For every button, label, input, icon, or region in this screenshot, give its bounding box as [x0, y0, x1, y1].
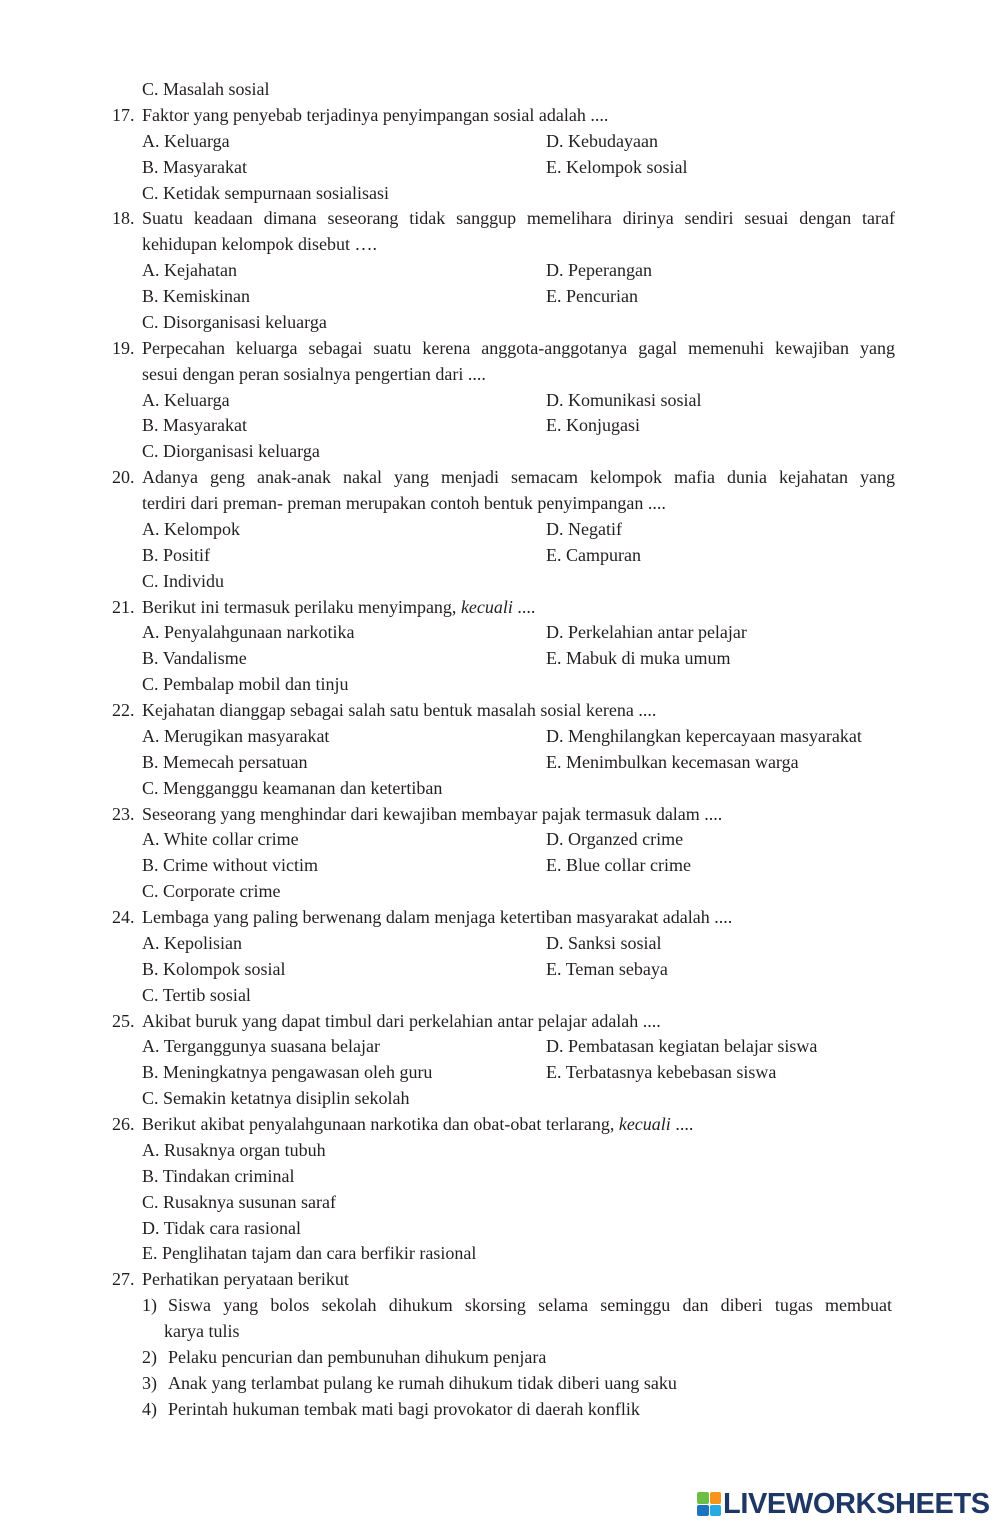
option-label: B.	[142, 751, 159, 772]
question-row	[0, 905, 1000, 931]
option-e	[546, 750, 799, 776]
option-text: Memecah persatuan	[163, 751, 308, 772]
question-row	[0, 206, 1000, 232]
option-label: B.	[142, 648, 159, 669]
option-text: Masyarakat	[163, 156, 247, 177]
option-row	[0, 284, 1000, 310]
option-a	[142, 517, 240, 543]
option-c	[142, 983, 251, 1009]
option-label: D.	[546, 1036, 564, 1057]
option-label: A.	[142, 932, 160, 953]
option-text: Kepolisian	[164, 932, 242, 953]
option-text: Ketidak sempurnaan sosialisasi	[163, 182, 389, 203]
option-text: Corporate crime	[163, 881, 281, 902]
option-text: Organzed crime	[568, 829, 684, 850]
question-number: 23.	[112, 803, 135, 824]
option-label: B.	[142, 286, 159, 306]
statement-label: 1)	[142, 1295, 157, 1316]
option-row	[0, 1216, 1000, 1242]
option-text: Disorganisasi keluarga	[163, 311, 327, 332]
option-text: Tertib sosial	[162, 984, 251, 1005]
question-stem	[142, 595, 535, 621]
option-text: Tidak cara rasional	[163, 1217, 301, 1238]
option-b	[142, 853, 318, 879]
option-a	[142, 129, 230, 155]
question-stem	[142, 362, 486, 388]
stem-text: Suatu keadaan dimana seseorang tidak sanggup memelihara dirinya sendiri sesuai dengan taraf	[142, 208, 895, 229]
option-b	[142, 957, 286, 983]
option-row	[0, 1190, 1000, 1216]
option-text: Peperangan	[568, 260, 652, 281]
liveworksheets-logo[interactable]	[697, 1489, 990, 1519]
option-b	[142, 1060, 432, 1086]
statement-text: Anak yang terlambat pulang ke rumah dihukum tidak diberi uang saku	[168, 1372, 677, 1393]
option-label: E.	[546, 415, 562, 436]
option-d	[546, 258, 652, 284]
question-stem	[142, 1009, 661, 1035]
option-text: Teman sebaya	[565, 958, 668, 979]
stem-text: Perhatikan peryataan berikut	[142, 1269, 349, 1290]
option-c	[142, 1190, 336, 1216]
option-row	[0, 1241, 1000, 1267]
option-d	[546, 827, 683, 853]
option-label: E.	[546, 286, 562, 306]
stem-text: Adanya geng anak-anak nakal yang menjadi semacam kelompok mafia dunia kejahatan yang	[142, 467, 895, 488]
option-label: A.	[142, 1036, 160, 1057]
question-continuation-row	[0, 491, 1000, 517]
question-stem	[142, 103, 608, 129]
question-list	[0, 77, 1000, 1423]
option-label: B.	[142, 156, 159, 177]
option-b	[142, 646, 247, 672]
option-row	[0, 931, 1000, 957]
stem-text: Seseorang yang menghindar dari kewajiban membayar pajak termasuk dalam ....	[142, 803, 723, 824]
option-text: Vandalisme	[162, 648, 247, 669]
option-text: Masyarakat	[163, 415, 247, 436]
option-label: E.	[546, 1062, 562, 1083]
option-label: B.	[142, 544, 159, 565]
option-a	[142, 827, 299, 853]
option-text: Tindakan criminal	[162, 1165, 295, 1186]
question-number: 26.	[112, 1114, 135, 1134]
question-row	[0, 1112, 1000, 1138]
stem-text: Perpecahan keluarga sebagai suatu kerena anggota-anggotanya gagal memenuhi kewajiban yang	[142, 337, 895, 358]
logo-tile	[710, 1505, 722, 1517]
option-d	[546, 129, 658, 155]
option-text: Menghilangkan kepercayaan masyarakat	[568, 725, 862, 746]
option-text: Kelompok	[164, 518, 240, 539]
option-d	[546, 388, 702, 414]
option-label: D.	[546, 725, 564, 746]
option-label: C.	[142, 570, 159, 591]
option-row	[0, 672, 1000, 698]
question-number: 19.	[112, 337, 135, 358]
option-row	[0, 1060, 1000, 1086]
option-label: D.	[546, 260, 564, 281]
option-label: C.	[142, 1191, 159, 1212]
liveworksheets-logo-text: LIVEWORKSHEETS	[723, 1488, 990, 1520]
option-row	[0, 439, 1000, 465]
statement-row	[0, 1371, 1000, 1397]
option-text: Crime without victim	[163, 855, 319, 876]
option-label: C.	[142, 182, 159, 203]
stem-text: ....	[670, 1114, 694, 1134]
option-e	[546, 1060, 776, 1086]
option-a	[142, 724, 329, 750]
option-label: B.	[142, 958, 159, 979]
option-b	[142, 543, 210, 569]
option-text: Menimbulkan kecemasan warga	[566, 751, 799, 772]
emphasis-text: kecuali	[460, 596, 513, 617]
question-row	[0, 595, 1000, 621]
option-c	[142, 439, 320, 465]
option-text: Sanksi sosial	[568, 932, 662, 953]
option-label: C.	[142, 881, 159, 902]
option-text: Keluarga	[164, 389, 230, 410]
option-text: Rusaknya organ tubuh	[164, 1139, 326, 1160]
option-e	[546, 413, 640, 439]
option-text: Blue collar crime	[566, 855, 691, 876]
option-c	[142, 181, 389, 207]
option-b	[142, 1164, 295, 1190]
statement-label: 4)	[142, 1398, 157, 1419]
question-number: 22.	[112, 700, 135, 720]
option-label: B.	[142, 855, 159, 876]
statement-label: 2)	[142, 1346, 157, 1367]
stem-text: Akibat buruk yang dapat timbul dari perkelahian antar pelajar adalah ....	[142, 1010, 661, 1031]
option-text: Keluarga	[164, 130, 230, 151]
option-row	[0, 879, 1000, 905]
statement-row	[0, 1397, 1000, 1423]
option-a	[142, 620, 354, 646]
option-text: Kelompok sosial	[566, 156, 688, 177]
option-text: Terbatasnya kebebasan siswa	[565, 1062, 777, 1083]
option-label: D.	[546, 622, 564, 643]
statement-row	[0, 1319, 1000, 1345]
option-row	[0, 258, 1000, 284]
question-stem	[142, 905, 732, 931]
option-label: E.	[546, 958, 562, 979]
question-continuation-row	[0, 362, 1000, 388]
option-text: Merugikan masyarakat	[164, 725, 330, 746]
option-text: Penyalahgunaan narkotika	[164, 622, 355, 643]
option-label: A.	[142, 829, 160, 850]
option-label: C.	[142, 311, 159, 332]
statement-text: Perintah hukuman tembak mati bagi provokator di daerah konflik	[168, 1398, 640, 1419]
option-label: B.	[142, 415, 159, 436]
logo-tile	[697, 1505, 709, 1517]
option-b	[142, 284, 250, 310]
question-stem	[142, 465, 895, 491]
option-e	[546, 957, 668, 983]
question-stem	[142, 206, 895, 232]
option-d	[546, 620, 747, 646]
statement-text: Pelaku pencurian dan pembunuhan dihukum penjara	[168, 1346, 547, 1367]
statement-row	[0, 1345, 1000, 1371]
question-continuation-row	[0, 232, 1000, 258]
question-row	[0, 465, 1000, 491]
option-text: Positif	[163, 544, 211, 565]
option-row	[0, 750, 1000, 776]
option-e	[546, 284, 638, 310]
option-text: Kolompok sosial	[163, 958, 286, 979]
option-label: D.	[546, 389, 564, 410]
option-text: Semakin ketatnya disiplin sekolah	[163, 1088, 410, 1109]
option-d	[546, 724, 862, 750]
question-stem	[142, 232, 377, 258]
option-c	[142, 77, 270, 103]
question-stem	[142, 698, 656, 724]
option-row	[0, 181, 1000, 207]
option-text: Konjugasi	[566, 415, 640, 436]
option-label: E.	[546, 156, 562, 177]
option-c	[142, 776, 442, 802]
stem-text: terdiri dari preman- preman merupakan contoh bentuk penyimpangan ....	[142, 493, 666, 513]
question-row	[0, 1009, 1000, 1035]
question-number: 21.	[112, 596, 135, 617]
option-row	[0, 1138, 1000, 1164]
option-label: D.	[546, 518, 564, 539]
question-number: 17.	[112, 104, 135, 125]
option-b	[142, 413, 247, 439]
option-row	[0, 517, 1000, 543]
liveworksheets-logo-icon	[697, 1492, 721, 1516]
option-a	[142, 931, 242, 957]
statement-row	[0, 1293, 1000, 1319]
option-text: Campuran	[566, 544, 641, 565]
stem-text: Faktor yang penyebab terjadinya penyimpangan sosial adalah ....	[142, 104, 609, 125]
option-d	[142, 1216, 301, 1242]
question-row	[0, 698, 1000, 724]
statement-label: 3)	[142, 1372, 157, 1393]
stem-text: Berikut ini termasuk perilaku menyimpang,	[142, 596, 461, 617]
question-number: 18.	[112, 208, 135, 229]
option-e	[546, 155, 688, 181]
option-label: B.	[142, 1165, 159, 1186]
option-row	[0, 1164, 1000, 1190]
option-row	[0, 1086, 1000, 1112]
option-label: C.	[142, 984, 159, 1005]
option-row	[0, 646, 1000, 672]
logo-tile	[697, 1492, 709, 1504]
option-text: Rusaknya susunan saraf	[163, 1191, 336, 1212]
option-d	[546, 931, 662, 957]
option-e	[142, 1241, 476, 1267]
option-b	[142, 155, 247, 181]
option-text: Komunikasi sosial	[568, 389, 702, 410]
option-row	[0, 388, 1000, 414]
option-text: Kejahatan	[164, 260, 237, 281]
question-number: 25.	[112, 1010, 135, 1031]
option-label: E.	[546, 751, 562, 772]
option-label: C.	[142, 79, 159, 99]
question-number: 20.	[112, 467, 135, 488]
option-label: E.	[142, 1243, 158, 1264]
option-label: E.	[546, 648, 562, 669]
question-stem	[142, 336, 895, 362]
option-a	[142, 258, 237, 284]
option-label: C.	[142, 777, 159, 798]
option-label: D.	[142, 1217, 160, 1238]
emphasis-text: kecuali	[618, 1114, 671, 1134]
option-text: Pembalap mobil dan tinju	[163, 674, 349, 695]
option-a	[142, 388, 230, 414]
option-e	[546, 646, 731, 672]
option-label: E.	[546, 855, 562, 876]
option-label: A.	[142, 130, 160, 151]
option-c	[142, 672, 349, 698]
stem-text: kehidupan kelompok disebut ….	[142, 234, 377, 255]
option-d	[546, 517, 622, 543]
option-row	[0, 310, 1000, 336]
option-row	[0, 413, 1000, 439]
logo-tile	[710, 1492, 722, 1504]
option-label: A.	[142, 1139, 160, 1160]
option-text: Kebudayaan	[568, 130, 658, 151]
option-row	[0, 155, 1000, 181]
question-row	[0, 336, 1000, 362]
option-text: Pembatasan kegiatan belajar siswa	[568, 1036, 818, 1057]
option-c	[142, 879, 280, 905]
question-number: 27.	[112, 1269, 135, 1290]
stem-text: ....	[512, 596, 536, 617]
option-text: Pencurian	[566, 286, 638, 306]
option-c	[142, 569, 224, 595]
stem-text: sesui dengan peran sosialnya pengertian dari ....	[142, 363, 486, 384]
option-label: D.	[546, 130, 564, 151]
option-c	[142, 1086, 409, 1112]
stem-text: Kejahatan dianggap sebagai salah satu bentuk masalah sosial kerena ....	[142, 700, 657, 720]
option-d	[546, 1034, 817, 1060]
option-row	[0, 853, 1000, 879]
option-row	[0, 827, 1000, 853]
question-row	[0, 103, 1000, 129]
option-text: Kemiskinan	[163, 286, 251, 306]
option-text: Penglihatan tajam dan cara berfikir rasional	[162, 1243, 477, 1264]
option-row	[0, 543, 1000, 569]
option-label: A.	[142, 622, 160, 643]
option-label: C.	[142, 441, 159, 462]
option-label: A.	[142, 725, 160, 746]
option-row	[0, 620, 1000, 646]
stem-text: Lembaga yang paling berwenang dalam menjaga ketertiban masyarakat adalah ....	[142, 907, 733, 927]
question-stem	[142, 1112, 693, 1138]
question-row	[0, 1267, 1000, 1293]
option-label: C.	[142, 674, 159, 695]
option-text: Meningkatnya pengawasan oleh guru	[163, 1062, 433, 1083]
option-text: Masalah sosial	[163, 79, 270, 99]
question-number: 24.	[112, 907, 135, 927]
statement-text: Siswa yang bolos sekolah dihukum skorsing selama seminggu dan diberi tugas membuat	[168, 1295, 892, 1316]
option-row	[0, 569, 1000, 595]
option-text: Diorganisasi keluarga	[163, 441, 320, 462]
stem-text: Berikut akibat penyalahgunaan narkotika dan obat-obat terlarang,	[142, 1114, 619, 1134]
question-stem	[142, 1267, 349, 1293]
option-row	[0, 1034, 1000, 1060]
option-label: B.	[142, 1062, 159, 1083]
option-label: E.	[546, 544, 562, 565]
option-e	[546, 853, 691, 879]
question-stem	[142, 802, 722, 828]
option-row	[0, 776, 1000, 802]
option-row	[0, 77, 1000, 103]
option-label: A.	[142, 518, 160, 539]
option-a	[142, 1034, 380, 1060]
option-row	[0, 129, 1000, 155]
option-label: A.	[142, 260, 160, 281]
option-text: Perkelahian antar pelajar	[568, 622, 747, 643]
option-e	[546, 543, 641, 569]
option-label: D.	[546, 829, 564, 850]
option-text: Individu	[163, 570, 225, 591]
question-row	[0, 802, 1000, 828]
option-label: D.	[546, 932, 564, 953]
option-text: White collar crime	[163, 829, 299, 850]
option-text: Mabuk di muka umum	[566, 648, 731, 669]
question-stem	[142, 491, 666, 517]
statement-text: karya tulis	[164, 1321, 240, 1341]
option-text: Terganggunya suasana belajar	[163, 1036, 381, 1057]
option-label: A.	[142, 389, 160, 410]
option-label: C.	[142, 1088, 159, 1109]
option-b	[142, 750, 307, 776]
option-text: Negatif	[568, 518, 622, 539]
option-row	[0, 957, 1000, 983]
option-row	[0, 724, 1000, 750]
option-c	[142, 310, 327, 336]
option-text: Mengganggu keamanan dan ketertiban	[163, 777, 443, 798]
option-a	[142, 1138, 326, 1164]
option-row	[0, 983, 1000, 1009]
